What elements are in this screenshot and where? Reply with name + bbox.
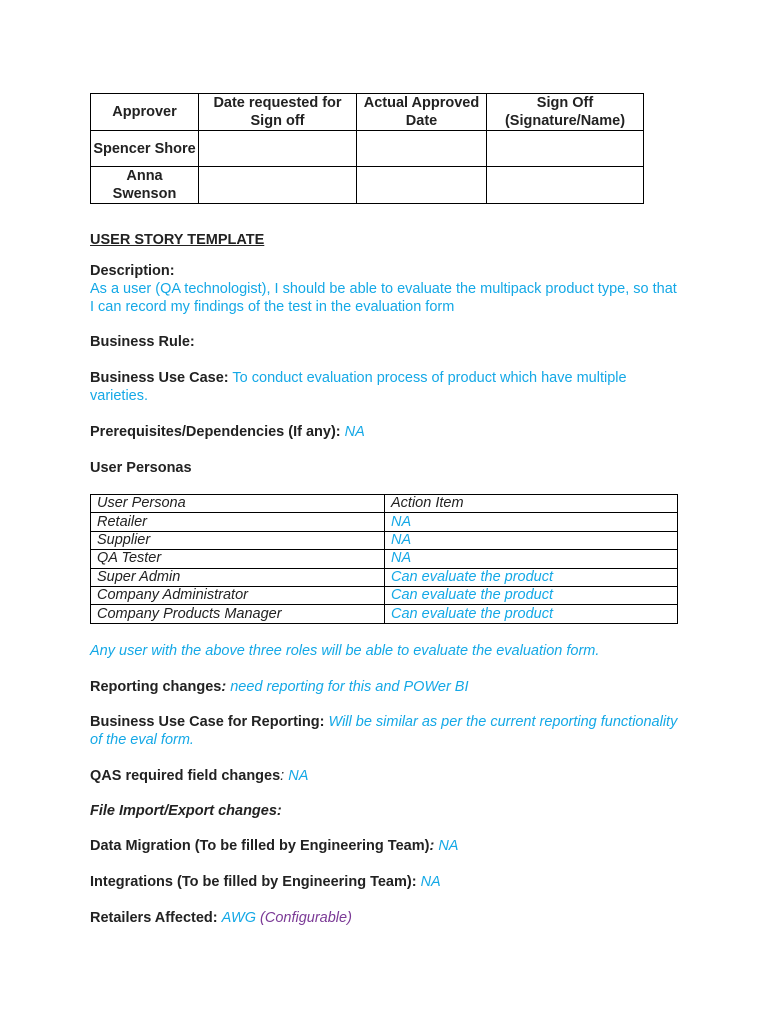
persona-name: Super Admin xyxy=(91,568,385,586)
persona-action: Can evaluate the product xyxy=(385,568,678,586)
approval-row xyxy=(91,167,644,204)
qas-required-colon: : xyxy=(280,768,285,784)
integrations-label: Integrations (To be filled by Engineering Team): xyxy=(90,874,417,890)
approver-name: Spencer Shore xyxy=(91,131,199,167)
header-actual-approved-date: Actual Approved Date xyxy=(357,94,487,131)
persona-row xyxy=(91,605,678,623)
data-migration-colon: : xyxy=(429,838,435,854)
header-user-persona: User Persona xyxy=(91,495,385,513)
data-migration-value: NA xyxy=(438,838,459,854)
persona-action: Can evaluate the product xyxy=(385,605,678,623)
reporting-changes-colon: : xyxy=(221,679,227,695)
persona-row xyxy=(91,568,678,586)
user-personas-table xyxy=(90,494,678,624)
header-action-item: Action Item xyxy=(385,495,678,513)
business-use-case-section xyxy=(90,369,680,405)
sign-off-cell[interactable] xyxy=(487,167,644,204)
business-use-case-text: To conduct evaluation process of product which have multiple varieties. xyxy=(90,370,627,404)
persona-action: NA xyxy=(385,531,678,549)
persona-action: NA xyxy=(385,550,678,568)
reporting-changes-value: need reporting for this and POWer BI xyxy=(230,679,469,695)
date-requested-cell[interactable] xyxy=(199,167,357,204)
persona-name: Retailer xyxy=(91,513,385,531)
persona-name: Company Products Manager xyxy=(91,605,385,623)
persona-row xyxy=(91,550,678,568)
reporting-changes-section xyxy=(90,678,680,696)
description-label: Description: xyxy=(90,263,175,279)
file-import-export-label: File Import/Export changes: xyxy=(90,803,282,819)
description-text: As a user (QA technologist), I should be able to evaluate the multipack product type, so that I can record my findings of the test in the evaluation form xyxy=(90,281,677,315)
data-migration-section xyxy=(90,837,680,855)
header-sign-off: Sign Off (Signature/Name) xyxy=(487,94,644,131)
approved-date-cell[interactable] xyxy=(357,131,487,167)
persona-name: Company Administrator xyxy=(91,586,385,604)
user-personas-label: User Personas xyxy=(90,460,192,476)
persona-action: Can evaluate the product xyxy=(385,586,678,604)
persona-row xyxy=(91,513,678,531)
personas-header-row xyxy=(91,495,678,513)
description-section xyxy=(90,262,680,316)
retailers-affected-note: (Configurable) xyxy=(260,910,352,926)
prerequisites-label: Prerequisites/Dependencies (If any): xyxy=(90,424,341,440)
reporting-use-case-section xyxy=(90,713,680,749)
sign-off-cell[interactable] xyxy=(487,131,644,167)
date-requested-cell[interactable] xyxy=(199,131,357,167)
qas-required-label: QAS required field changes xyxy=(90,768,281,784)
business-use-case-label: Business Use Case: xyxy=(90,370,229,386)
reporting-use-case-value: Will be similar as per the current reporting functionality of the eval form. xyxy=(90,714,678,748)
approver-name: Anna Swenson xyxy=(91,167,199,204)
approval-row xyxy=(91,131,644,167)
qas-required-value: NA xyxy=(288,768,309,784)
retailers-affected-value: AWG xyxy=(221,910,256,926)
header-approver: Approver xyxy=(91,94,199,131)
roles-note: Any user with the above three roles will be able to evaluate the evaluation form. xyxy=(90,643,600,659)
business-rule-label: Business Rule: xyxy=(90,334,195,350)
integrations-section xyxy=(90,873,680,891)
prerequisites-value: NA xyxy=(344,424,365,440)
reporting-use-case-label: Business Use Case for Reporting: xyxy=(90,714,325,730)
persona-name: QA Tester xyxy=(91,550,385,568)
approval-header-row xyxy=(91,94,644,131)
integrations-value: NA xyxy=(420,874,441,890)
template-title: USER STORY TEMPLATE xyxy=(90,232,265,248)
approval-table xyxy=(90,93,644,204)
persona-name: Supplier xyxy=(91,531,385,549)
header-date-requested: Date requested for Sign off xyxy=(199,94,357,131)
qas-required-section xyxy=(90,767,680,785)
persona-row xyxy=(91,586,678,604)
retailers-affected-label: Retailers Affected: xyxy=(90,910,218,926)
retailers-affected-section xyxy=(90,909,680,927)
approved-date-cell[interactable] xyxy=(357,167,487,204)
data-migration-label: Data Migration (To be filled by Engineering Team) xyxy=(90,838,430,854)
persona-row xyxy=(91,531,678,549)
reporting-changes-label: Reporting changes xyxy=(90,679,222,695)
persona-action: NA xyxy=(385,513,678,531)
prerequisites-section xyxy=(90,423,680,441)
